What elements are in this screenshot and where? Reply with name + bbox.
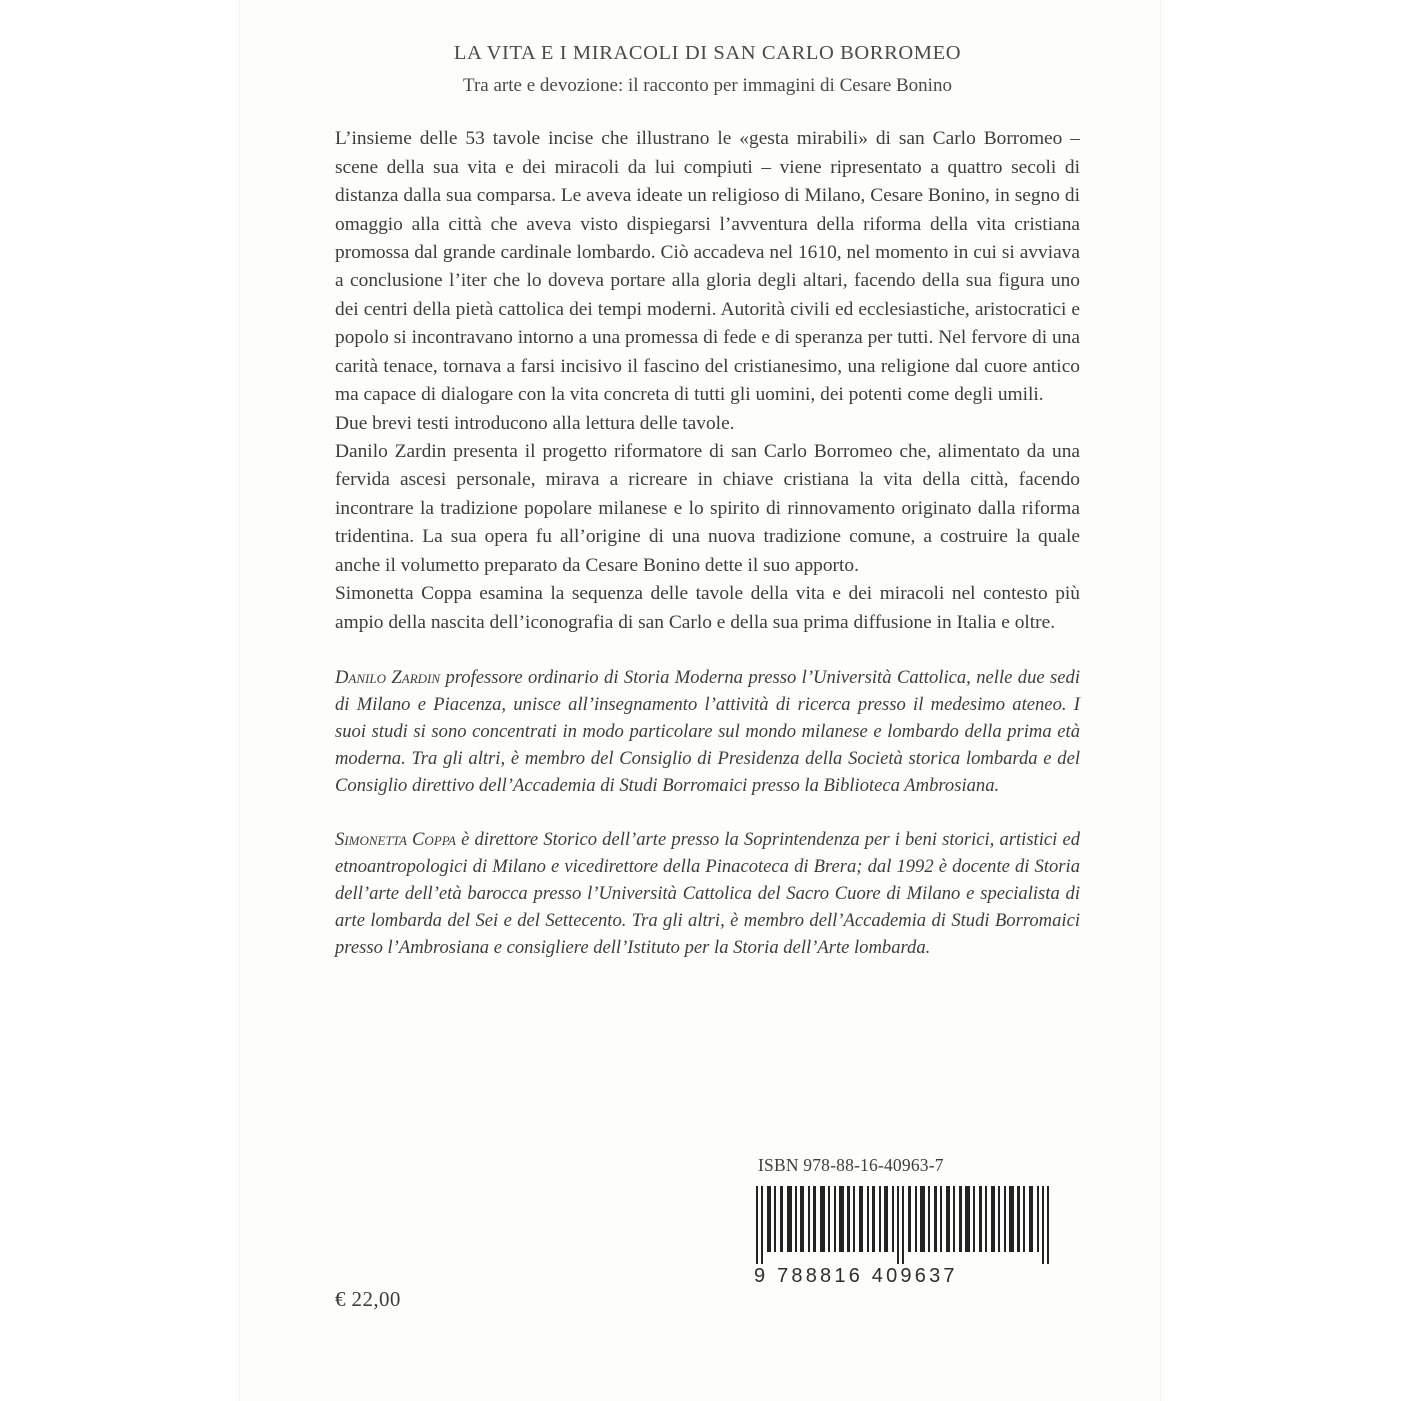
- book-back-cover: [240, 0, 1160, 1401]
- author-name: Danilo Zardin: [335, 666, 441, 688]
- author-bio-text: è direttore Storico dell’arte presso la Soprintendenza per i beni storici, artistici ed etnoantropologici di Milano e vicedirettore della Pinacoteca di Brera; dal 1992 è docente di Storia dell’arte dell’età barocca presso l’Università Cattolica del Sacro Cuore di Milano e specialista di arte lombarda del Sei e del Settecento. Tra gli altri, è membro dell’Accademia di Studi Borromaici presso l’Ambrosiana e consigliere dell’Istituto per la Storia dell’Arte lombarda.: [335, 829, 1080, 959]
- author-name: Simonetta Coppa: [335, 829, 456, 851]
- page-title: LA VITA E I MIRACOLI DI SAN CARLO BORROMEO: [453, 42, 962, 64]
- blurb-paragraph: Due brevi testi introducono alla lettura delle tavole.: [335, 412, 735, 434]
- price-label: € 22,00: [335, 1287, 401, 1311]
- page-subtitle: Tra arte e devozione: il racconto per immagini di Cesare Bonino: [463, 74, 952, 96]
- title-block: [335, 0, 1080, 98]
- blurb-paragraph: Simonetta Coppa esamina la sequenza delle tavole della vita e dei miracoli nel contesto più ampio della nascita dell’iconografia di san Carlo e della sua prima diffusione in Italia e oltre.: [335, 583, 1080, 633]
- blurb-paragraph: Danilo Zardin presenta il progetto riformatore di san Carlo Borromeo che, alimentato da una fervida ascesi personale, mirava a ricreare in chiave cristiana la vita della città, facendo incontrare la tradizione popolare milanese e lo spirito di rinnovamento originato dalla riforma tridentina. La sua opera fu all’origine di una nuova tradizione comune, a costruire la quale anche il volumetto preparato da Cesare Bonino dette il suo apporto.: [335, 440, 1080, 576]
- blurb-paragraph: L’insieme delle 53 tavole incise che illustrano le «gesta mirabili» di san Carlo Borromeo – scene della sua vita e dei miracoli da lui compiuti – viene ripresentato a quattro secoli di distanza dalla sua comparsa. Le aveva ideate un religioso di Milano, Cesare Bonino, in segno di omaggio alla città che aveva visto dispiegarsi l’avventura della riforma della vita cristiana promossa dal grande cardinale lombardo. Ciò accadeva nel 1610, nel momento in cui si avviava a conclusione l’iter che lo doveva portare alla gloria degli altari, facendo della sua figura uno dei centri della pietà cattolica dei tempi moderni. Autorità civili ed ecclesiastiche, aristocratici e popolo si incontravano intorno a una promessa di fede e di speranza per tutti. Nel fervore di una carità tenace, tornava a farsi incisivo il fascino del cristianesimo, una religione dal cuore antico ma capace di dialogare con la vita concreta di tutti gli uomini, dei potenti come degli umili.: [335, 128, 1080, 406]
- barcode: [750, 1186, 1068, 1288]
- bio-paragraph: [335, 826, 1080, 961]
- barcode-icon: [750, 1186, 1068, 1264]
- author-bio-zardin: [335, 664, 1080, 799]
- bio-paragraph: [335, 664, 1080, 799]
- cover-content: [335, 0, 1080, 1401]
- barcode-digits: 9 788816 409637: [754, 1265, 958, 1287]
- isbn-label: ISBN 978-88-16-40963-7: [758, 1155, 944, 1175]
- author-bio-coppa: [335, 826, 1080, 961]
- author-bio-text: professore ordinario di Storia Moderna presso l’Università Cattolica, nelle due sedi di Milano e Piacenza, unisce all’insegnamento l’attività di ricerca presso il medesimo ateneo. I suoi studi si sono concentrati in modo particolare sul mondo milanese e lombardo della prima età moderna. Tra gli altri, è membro del Consiglio di Presidenza della Società storica lombarda e del Consiglio direttivo dell’Accademia di Studi Borromaici presso la Biblioteca Ambrosiana.: [335, 666, 1081, 797]
- blurb: [335, 125, 1080, 637]
- isbn-block: [750, 1155, 1080, 1288]
